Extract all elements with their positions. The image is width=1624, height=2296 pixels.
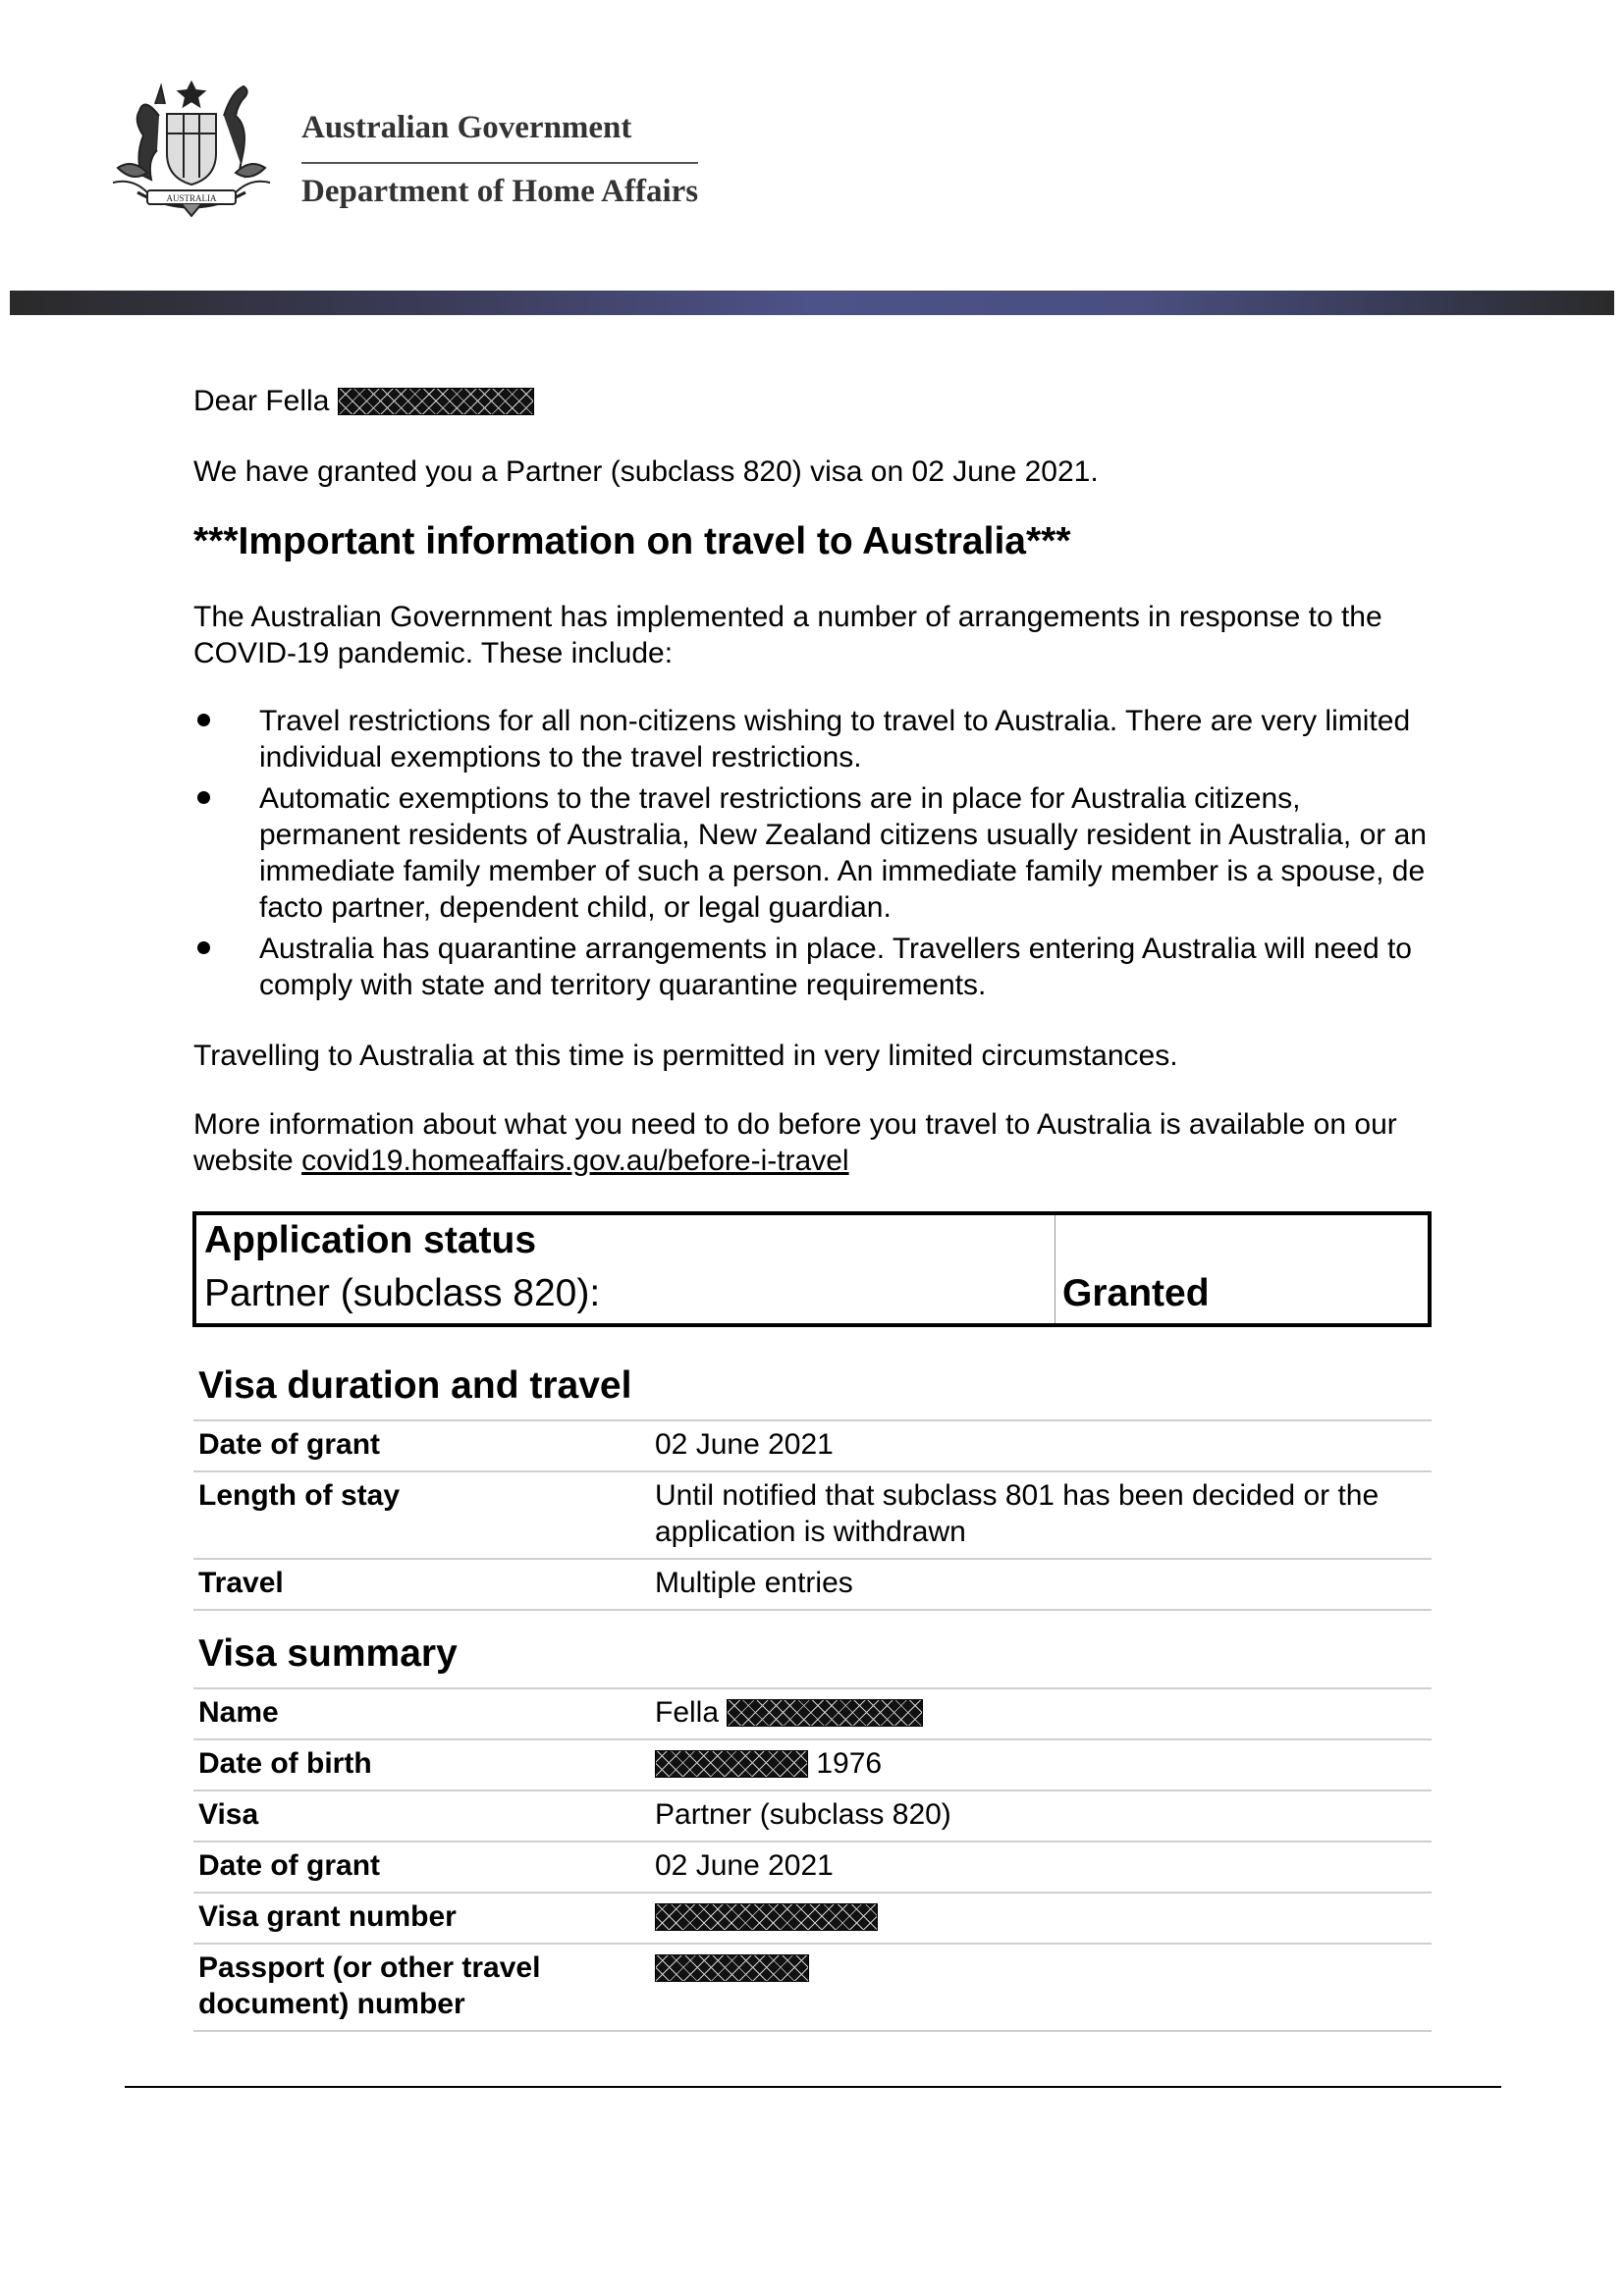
- salutation: [193, 383, 1440, 419]
- table-row: [193, 1893, 1432, 1944]
- government-name: Australian Government: [301, 110, 632, 145]
- header-band: [10, 291, 1614, 315]
- bullet-icon: [197, 941, 210, 954]
- status-label: Partner (subclass 820):: [204, 1272, 601, 1314]
- important-heading: ***Important information on travel to Australia***: [193, 520, 1071, 562]
- svg-text:AUSTRALIA: AUSTRALIA: [166, 193, 217, 203]
- letterhead-rule: [301, 162, 698, 164]
- row-value: Partner (subclass 820): [650, 1790, 1432, 1842]
- more-info-paragraph: [193, 1106, 1445, 1179]
- letterhead: [0, 0, 1624, 294]
- row-key: Visa: [193, 1790, 650, 1842]
- table-row: [193, 1420, 1432, 1471]
- table-row: [193, 1739, 1432, 1790]
- row-key: Date of grant: [193, 1842, 650, 1893]
- website-link[interactable]: covid19.homeaffairs.gov.au/before-i-travel: [301, 1145, 849, 1177]
- list-item: Automatic exemptions to the travel restrictions are in place for Australia citizens, permanent residents of Australia, New Zealand citizens usually resident in Australia, or an immediate family member of such a person. An immediate family member is a spouse, de facto partner, dependent child, or legal guardian.: [193, 780, 1431, 926]
- travelling-note: Travelling to Australia at this time is permitted in very limited circumstances.: [193, 1040, 1178, 1072]
- intro-paragraph: The Australian Government has implemented a number of arrangements in response to the COVID-19 pandemic. These include:: [193, 601, 1382, 669]
- row-value: [650, 1944, 1432, 2031]
- row-value: Multiple entries: [650, 1559, 1432, 1610]
- status-divider: [1055, 1215, 1056, 1323]
- coat-of-arms-icon: [98, 75, 285, 222]
- duration-table: [193, 1419, 1432, 1611]
- list-item: Australia has quarantine arrangements in place. Travellers entering Australia will need to comply with state and territory quarantine requirements.: [193, 931, 1431, 1003]
- redacted-surname: [727, 1699, 923, 1727]
- row-value: [650, 1893, 1432, 1944]
- department-name: Department of Home Affairs: [301, 174, 699, 209]
- status-value: Granted: [1062, 1272, 1210, 1314]
- table-row: [193, 1790, 1432, 1842]
- summary-section-title: Visa summary: [198, 1632, 458, 1675]
- row-value: Fella: [650, 1688, 1432, 1739]
- row-key: Visa grant number: [193, 1893, 650, 1944]
- summary-table: [193, 1687, 1432, 2032]
- row-key: Name: [193, 1688, 650, 1739]
- footer-rule: [125, 2086, 1501, 2088]
- row-value: Until notified that subclass 801 has been decided or the application is withdrawn: [650, 1471, 1432, 1559]
- row-key: Length of stay: [193, 1471, 650, 1559]
- row-value: 02 June 2021: [650, 1420, 1432, 1471]
- row-key: Date of birth: [193, 1739, 650, 1790]
- row-value: 1976: [650, 1739, 1432, 1790]
- more-info-text: More information about what you need to do before you travel to Australia is available on our website: [193, 1108, 1397, 1177]
- row-value: 02 June 2021: [650, 1842, 1432, 1893]
- redacted-passport-number: [655, 1954, 809, 1982]
- table-row: [193, 1688, 1432, 1739]
- table-row: [193, 1944, 1432, 2031]
- salutation-text: Dear Fella: [193, 385, 330, 417]
- application-status-box: [192, 1211, 1432, 1327]
- status-title: Application status: [204, 1219, 537, 1261]
- redacted-surname: [338, 388, 534, 415]
- travel-restrictions-list: [193, 703, 1431, 1008]
- redacted-grant-number: [655, 1903, 878, 1931]
- table-row: [193, 1471, 1432, 1559]
- bullet-icon: [197, 714, 210, 726]
- list-item: Travel restrictions for all non-citizens wishing to travel to Australia. There are very limited individual exemptions to the travel restrictions.: [193, 703, 1431, 775]
- row-key: Travel: [193, 1559, 650, 1610]
- row-key: Date of grant: [193, 1420, 650, 1471]
- grant-statement: We have granted you a Partner (subclass 820) visa on 02 June 2021.: [193, 455, 1099, 488]
- row-key: Passport (or other travel document) number: [193, 1944, 650, 2031]
- table-row: [193, 1842, 1432, 1893]
- bullet-icon: [197, 791, 210, 804]
- duration-section-title: Visa duration and travel: [198, 1364, 632, 1407]
- table-row: [193, 1559, 1432, 1610]
- redacted-birth-date: [655, 1750, 808, 1778]
